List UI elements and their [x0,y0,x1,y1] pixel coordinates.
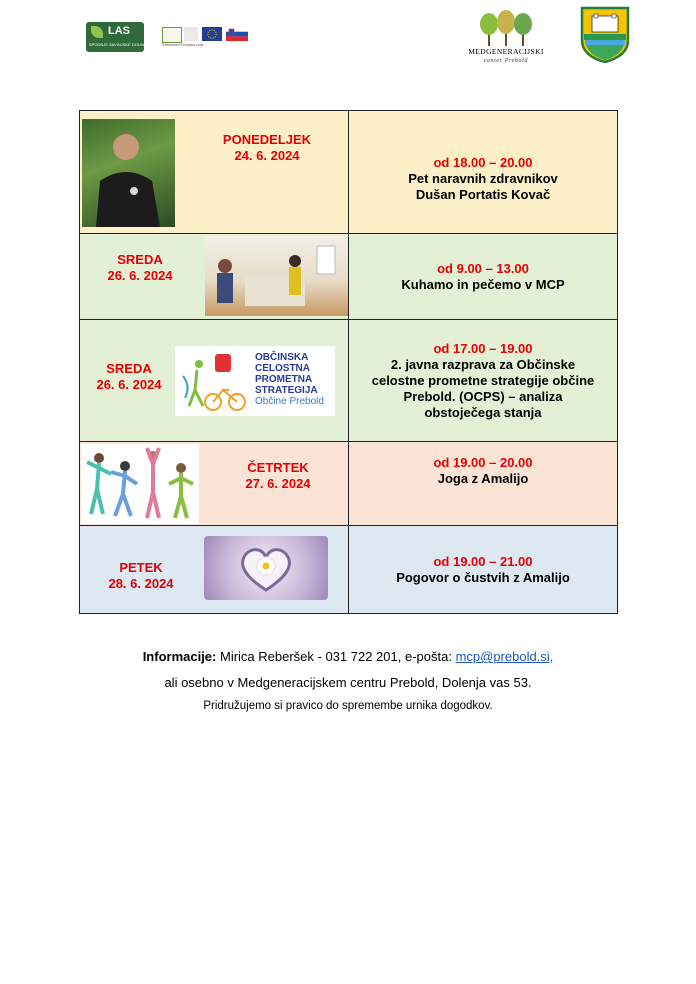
leaf-icon [91,26,103,38]
mcp-logo [466,8,546,72]
ocps-logo-text: CELOSTNA [255,363,310,374]
event-date: 26. 6. 2024 [107,268,173,283]
event-title: celostne prometne strategije občine [371,372,595,388]
event-details-cell [349,442,618,526]
ocps-logo-text: OBČINSKA [255,352,309,363]
event-day: PETEK [119,560,163,575]
yoga-illustration [81,444,199,524]
las-logo-text: LAS [108,25,130,37]
email-link[interactable]: mcp@prebold.si, [455,649,554,664]
schedule-table [79,110,618,614]
ocps-logo [175,346,335,416]
address-line: ali osebno v Medgeneracijskem centru Prebold, Dolenja vas 53. [164,675,532,690]
contact-line [0,649,696,664]
event-date-cell [80,320,349,442]
event-title: Pogovor o čustvih z Amalijo [396,569,570,585]
event-details-cell [349,526,618,614]
schedule-row-wednesday-2 [80,320,618,442]
cooking-photo [205,236,348,316]
program-logo [184,27,198,41]
funding-logos [162,25,268,49]
event-time: od 9.00 – 13.00 [437,260,529,276]
event-title: obstoječega stanja [424,404,542,420]
event-date: 26. 6. 2024 [96,377,162,392]
event-title: Pet naravnih zdravnikov [408,171,558,186]
event-date: 27. 6. 2024 [245,476,311,491]
ocps-logo-text: STRATEGIJA [255,385,318,396]
mobility-icon [177,346,247,416]
slovenia-flag-icon [226,27,268,41]
event-date: 24. 6. 2024 [234,148,300,163]
ocps-logo-subtitle: Občine Prebold [255,396,324,407]
schedule-row-wednesday-1 [80,234,618,320]
event-day: SREDA [106,361,152,376]
disclaimer-line: Pridružujemo si pravico do spremembe urnika dogodkov. [203,700,493,712]
schedule-row-thursday [80,442,618,526]
event-date: 28. 6. 2024 [108,576,174,591]
event-title: Kuhamo in pečemo v MCP [401,276,565,292]
event-date-cell [80,234,349,320]
ocps-logo-text: PROMETNA [255,374,313,385]
speaker-photo [82,119,175,227]
las-logo-subtitle: SPODNJE SAVINJSKE DOLINE [89,42,147,47]
event-time: od 18.00 – 20.00 [433,155,533,170]
event-details-cell [349,234,618,320]
municipality-crest-icon [580,6,630,64]
event-title: Dušan Portatis Kovač [415,187,551,202]
event-date-cell [80,526,349,614]
event-time: od 17.00 – 19.00 [433,340,533,356]
schedule-row-monday [80,111,618,234]
contact-text: Mirica Reberšek - 031 722 201, e-pošta: [216,649,456,664]
heart-flower-image [204,536,328,600]
event-day: SREDA [117,252,163,267]
page-header [0,0,696,80]
leader-logo [162,27,182,43]
event-details-cell [349,111,618,234]
schedule-row-friday [80,526,618,614]
event-date-cell [80,111,349,234]
event-date-cell [80,442,349,526]
event-time: od 19.00 – 20.00 [433,454,533,470]
event-details-cell [349,320,618,442]
las-logo [86,22,147,52]
info-label: Informacije: [142,649,217,664]
event-day: PONEDELJEK [222,132,312,147]
event-title: Joga z Amalijo [437,470,529,486]
event-time: od 19.00 – 21.00 [433,553,533,569]
mcp-subtitle: center Prebold [484,58,528,64]
mcp-name: MEDGENERACIJSKI [468,47,544,56]
event-title: Prebold. (OCPS) – analiza [403,388,563,404]
funding-note: Sofinancira Evropska unija [162,43,204,47]
event-day: ČETRTEK [247,460,309,475]
event-title: 2. javna razprava za Občinske [390,356,576,372]
trees-icon [466,8,546,48]
eu-flag-icon [202,27,222,41]
